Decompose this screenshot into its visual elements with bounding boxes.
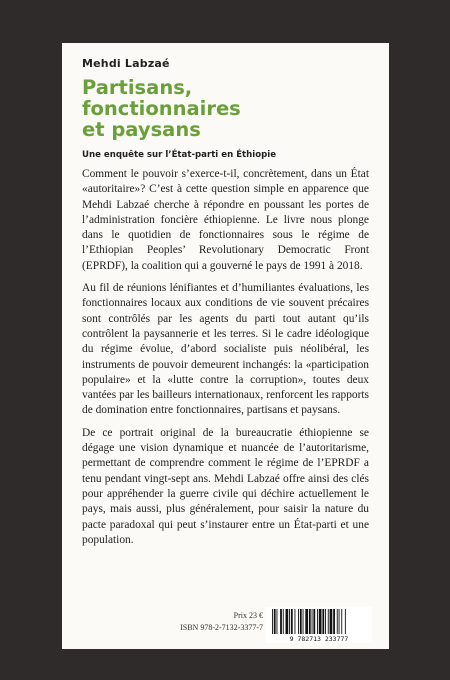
blurb-paragraph: De ce portrait original de la bureaucratie éthiopienne se dégage une vision dynamique et nuancée de l’autoritarisme, permettant de comprendre comment le régime de l’EPRDF a tenu pendant vingt-sept ans. Mehdi Labzaé offre ainsi des clés pour appréhender la guerre civile qui déchire actuellement le pays, mais aussi, plus généralement, pour saisir la nature du pacte paradoxal qui peut s’instaurer entre un État-parti et une population. bbox=[82, 426, 369, 546]
author-name: Mehdi Labzaé bbox=[82, 57, 170, 70]
barcode-image bbox=[266, 607, 372, 643]
barcode-number: 9 782713 233777 bbox=[289, 635, 349, 643]
isbn-label: ISBN 978-2-7132-3377-7 bbox=[180, 623, 263, 632]
title-line: Partisans, bbox=[82, 76, 193, 99]
blurb-paragraph: Comment le pouvoir s’exerce-t-il, concrètement, dans un État «autoritaire»? C’est à cette question simple en apparence que Mehdi Labzaé cherche à répondre en poussant les portes de l’administration foncière éthiopienne. Le livre nous plonge dans le quotidien de fonctionnaires sous le régime de l’Ethiopian Peoples’ Revolutionary Democratic Front (EPRDF), la coalition qui a gouverné le pays de 1991 à 2018. bbox=[82, 168, 369, 272]
book-subtitle: Une enquête sur l’État-parti en Éthiopie bbox=[82, 150, 277, 160]
price-label: Prix 23 € bbox=[233, 611, 263, 620]
blurb bbox=[82, 167, 369, 555]
title-line: et paysans bbox=[82, 118, 201, 141]
barcode bbox=[266, 607, 372, 643]
cover-panel bbox=[62, 43, 389, 649]
book-title bbox=[82, 77, 372, 140]
blurb-paragraph: Au fil de réunions lénifiantes et d’humiliantes évaluations, les fonctionnaires locaux aux conditions de vie souvent précaires sont contrôlés par les agents du parti tout autant qu’ils contrôlent la paysannerie et les terres. Si le cadre idéologique du régime évolue, d’abord socialiste puis néolibéral, les instruments de pouvoir demeurent inchangés: la «participation populaire» et la «lutte contre la corruption», toutes deux vantées par les bailleurs internationaux, renforcent les rapports de domination entre fonctionnaires, partisans et paysans. bbox=[82, 282, 369, 417]
title-line: fonctionnaires bbox=[82, 97, 241, 120]
